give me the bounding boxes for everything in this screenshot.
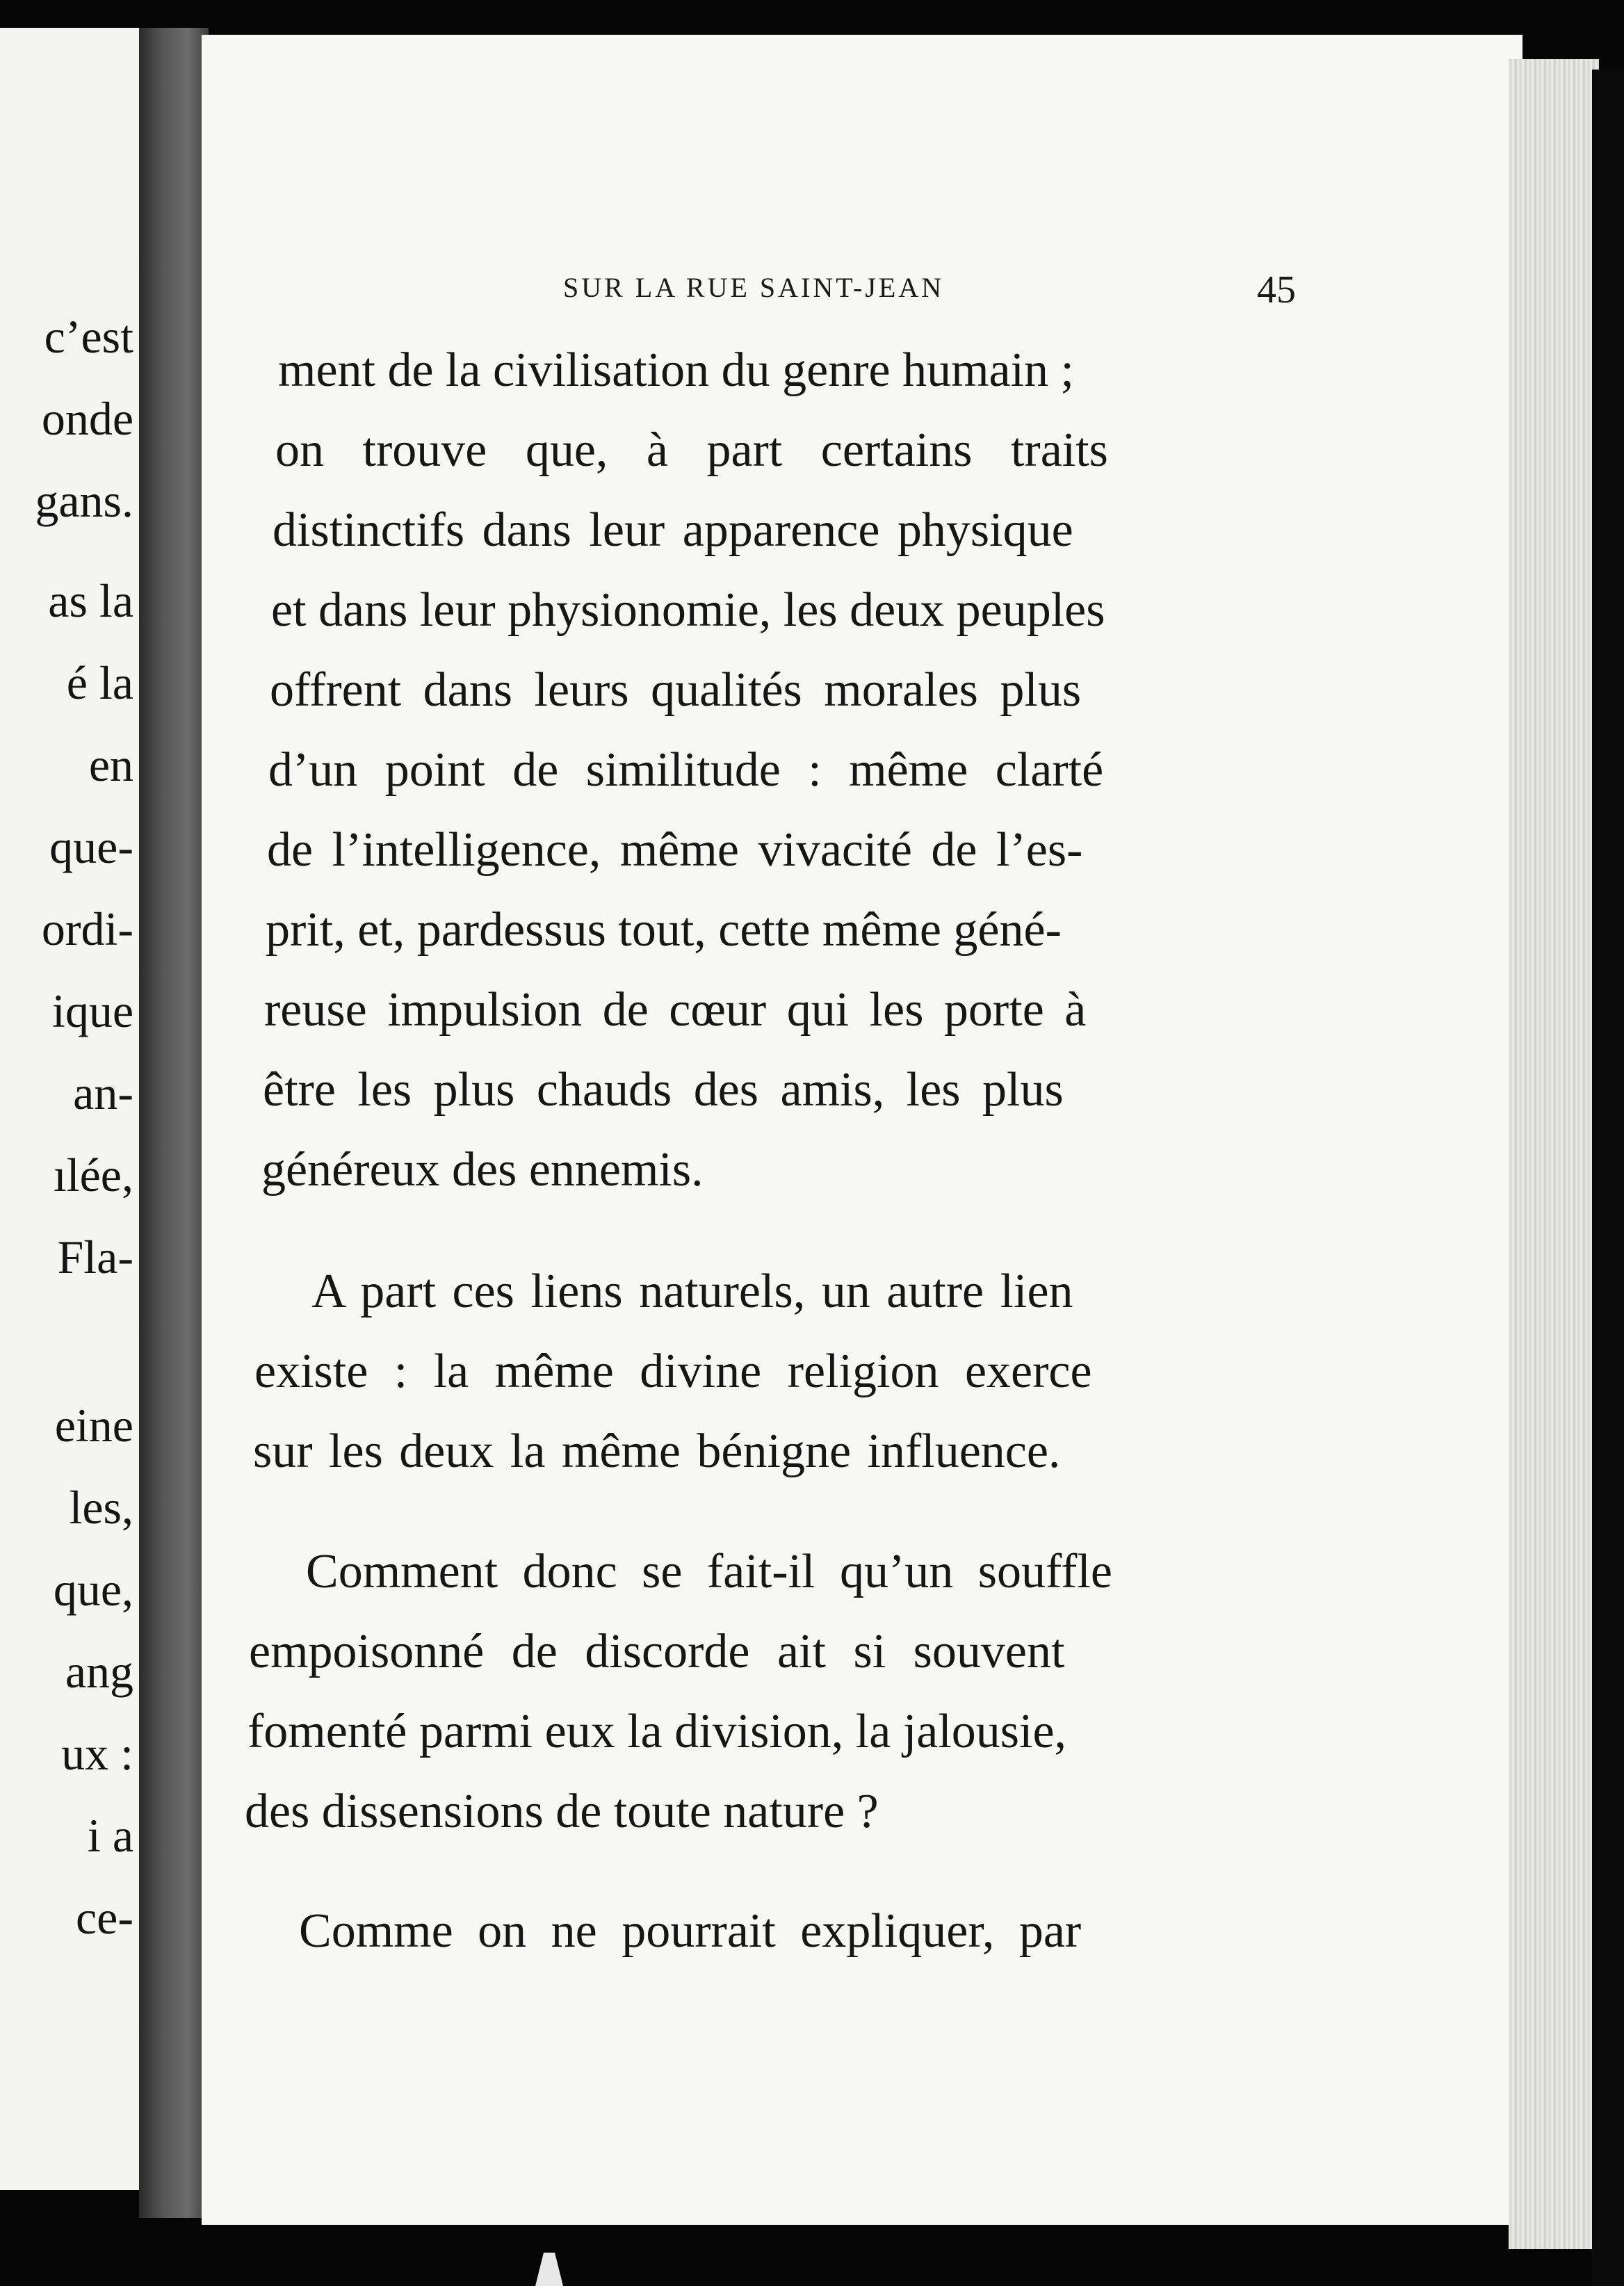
left-page-line: as la [48, 574, 133, 627]
text-line: existe : la même divine religion exerce [254, 1345, 1092, 1398]
edge-shadow [1592, 70, 1624, 2286]
left-page-line: é la [66, 656, 133, 709]
left-page-fragment [0, 28, 139, 2190]
text-line: ment de la civilisation du genre humain ; [278, 343, 1074, 397]
text-line: on trouve que, à part certains traits [275, 423, 1108, 477]
running-head: SUR LA RUE SAINT-JEAN [563, 272, 945, 303]
left-page-line: ique [51, 984, 133, 1037]
left-page-line: gans. [35, 474, 133, 527]
page-edges [1509, 59, 1599, 2249]
left-page-line: que, [53, 1563, 133, 1616]
text-line: des dissensions de toute nature ? [245, 1785, 879, 1838]
left-page-line: i a [87, 1809, 133, 1862]
text-line: offrent dans leurs qualités morales plus [270, 663, 1082, 717]
left-page-line: ang [65, 1645, 133, 1698]
page-number: 45 [1257, 268, 1296, 311]
left-page-line: c’est [44, 310, 133, 363]
left-page-line: Fla- [57, 1231, 133, 1283]
text-line: être les plus chauds des amis, les plus [263, 1063, 1064, 1117]
text-line: et dans leur physionomie, les deux peuples [271, 583, 1105, 637]
left-page-line: an- [73, 1067, 133, 1119]
left-page-line: ılée, [53, 1149, 133, 1201]
text-line: Comme on ne pourrait expliquer, par [299, 1904, 1082, 1958]
text-line: reuse impulsion de cœur qui les porte à [264, 983, 1087, 1037]
text-line: de l’intelligence, même vivacité de l’es- [267, 823, 1083, 877]
left-page-line: en [88, 738, 133, 791]
text-line: sur les deux la même bénigne influence. [253, 1425, 1061, 1478]
left-page-line: que- [49, 820, 133, 873]
text-line: fomenté parmi eux la division, la jalousie, [247, 1705, 1067, 1758]
text-line: généreux des ennemis. [261, 1143, 704, 1197]
text-line: prit, et, pardessus tout, cette même géné- [266, 903, 1062, 957]
text-line: Comment donc se fait-il qu’un souffle [306, 1545, 1112, 1598]
text-line: d’un point de similitude : même clarté [268, 743, 1104, 797]
left-page-line: onde [41, 392, 133, 445]
left-page-line: ordi- [41, 902, 133, 955]
left-page-line: eine [54, 1399, 133, 1452]
book-gutter [139, 28, 209, 2218]
left-page-line: les, [69, 1481, 133, 1534]
text-line: A part ces liens naturels, un autre lien [311, 1265, 1073, 1318]
scan-artifact [535, 2253, 563, 2286]
left-page-line: ux : [61, 1727, 133, 1780]
text-line: empoisonné de discorde ait si souvent [249, 1625, 1065, 1678]
text-line: distinctifs dans leur apparence physique [273, 503, 1073, 557]
left-page-line: ce- [75, 1891, 133, 1944]
